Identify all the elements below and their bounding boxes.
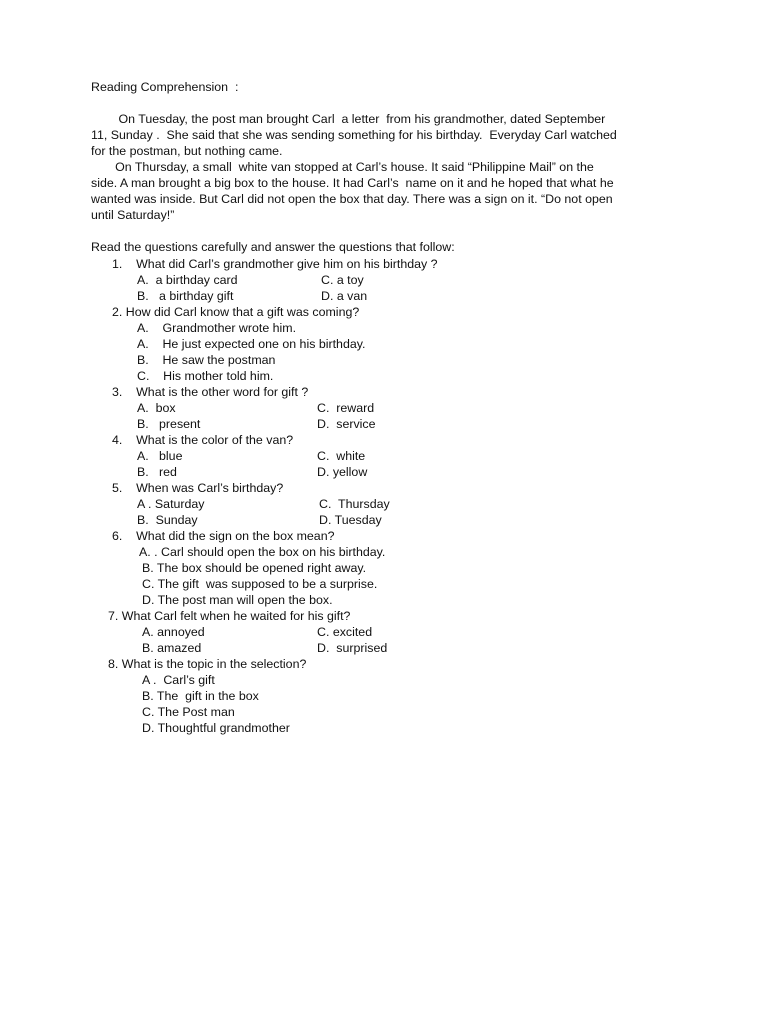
- question-text: 1. What did Carl’s grandmother give him on his birthday ?: [112, 257, 438, 271]
- choice-c: C. Thursday: [319, 497, 390, 511]
- choice-c: C. The Post man: [142, 705, 235, 719]
- choice-b: B. a birthday gift: [137, 289, 234, 303]
- choice-c: C. excited: [317, 625, 373, 639]
- passage-line: for the postman, but nothing came.: [91, 144, 283, 158]
- choice-b: B. He saw the postman: [137, 353, 276, 367]
- choice-a: A. a birthday card: [137, 273, 238, 287]
- passage-line: until Saturday!”: [91, 208, 175, 222]
- choice-a: A. . Carl should open the box on his birthday.: [139, 545, 386, 559]
- choice-c: C. white: [317, 449, 366, 463]
- instructions: Read the questions carefully and answer the questions that follow:: [91, 240, 455, 254]
- choice-b: B. amazed: [142, 641, 202, 655]
- passage-line: 11, Sunday . She said that she was sending something for his birthday. Everyday Carl watched: [91, 128, 617, 142]
- choice-c: C. The gift was supposed to be a surprise.: [142, 577, 378, 591]
- question-text: 3. What is the other word for gift ?: [112, 385, 309, 399]
- passage-line: On Tuesday, the post man brought Carl a letter from his grandmother, dated September: [91, 112, 606, 126]
- passage-line: side. A man brought a big box to the house. It had Carl’s name on it and he hoped that what he: [91, 176, 614, 190]
- choice-b: B. present: [137, 417, 201, 431]
- choice-d: D. service: [317, 417, 376, 431]
- choice-c: C. His mother told him.: [137, 369, 274, 383]
- choice-d: D. a van: [321, 289, 368, 303]
- choice-a: A. blue: [137, 449, 183, 463]
- choice-d: D. Tuesday: [319, 513, 382, 527]
- question-text: 2. How did Carl know that a gift was coming?: [112, 305, 360, 319]
- choice-a: A . Saturday: [137, 497, 205, 511]
- choice-d: D. The post man will open the box.: [142, 593, 333, 607]
- choice-b: B. red: [137, 465, 177, 479]
- choice-d: D. surprised: [317, 641, 388, 655]
- choice-b: B. The box should be opened right away.: [142, 561, 367, 575]
- choice-a-2: A. He just expected one on his birthday.: [137, 337, 366, 351]
- question-text: 4. What is the color of the van?: [112, 433, 294, 447]
- choice-a: A . Carl’s gift: [142, 673, 215, 687]
- question-text: 7. What Carl felt when he waited for his gift?: [108, 609, 351, 623]
- question-text: 5. When was Carl’s birthday?: [112, 481, 284, 495]
- question-text: 8. What is the topic in the selection?: [108, 657, 307, 671]
- choice-a: A. annoyed: [142, 625, 205, 639]
- choice-b: B. Sunday: [137, 513, 198, 527]
- document-title: Reading Comprehension :: [91, 80, 239, 94]
- passage-line: On Thursday, a small white van stopped at Carl’s house. It said “Philippine Mail” on the: [91, 160, 594, 174]
- choice-a: A. box: [137, 401, 176, 415]
- passage-line: wanted was inside. But Carl did not open the box that day. There was a sign on it. “Do not open: [91, 192, 613, 206]
- choice-a: A. Grandmother wrote him.: [137, 321, 297, 335]
- choice-c: C. reward: [317, 401, 375, 415]
- choice-c: C. a toy: [321, 273, 364, 287]
- question-text: 6. What did the sign on the box mean?: [112, 529, 335, 543]
- choice-d: D. Thoughtful grandmother: [142, 721, 290, 735]
- choice-d: D. yellow: [317, 465, 368, 479]
- choice-b: B. The gift in the box: [142, 689, 259, 703]
